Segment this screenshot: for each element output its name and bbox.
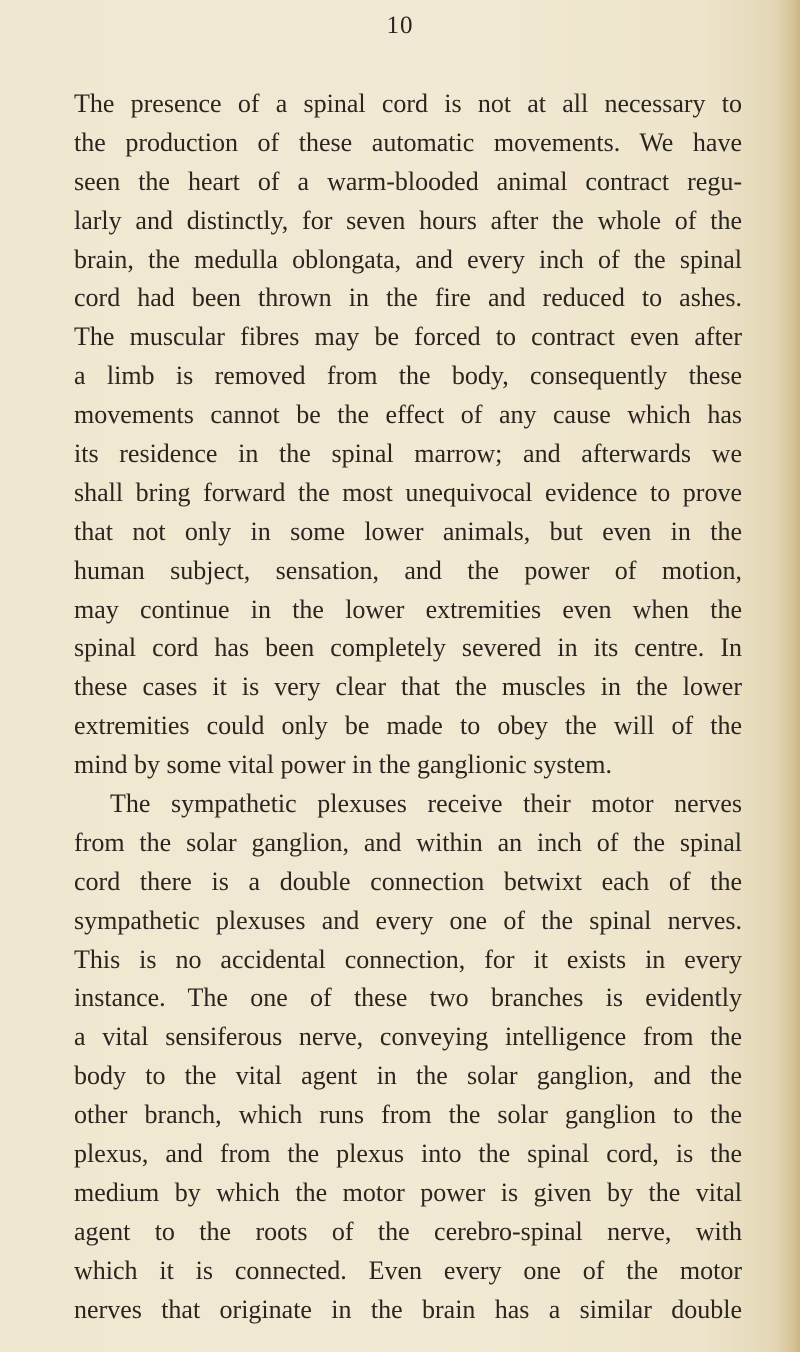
text-line: spinal cord has been completely severed in its centre. In: [74, 633, 742, 663]
text-line: mind by some vital power in the ganglionic system.: [74, 750, 612, 780]
text-line: movements cannot be the effect of any cause which has: [74, 400, 742, 430]
text-line: cord there is a double connection betwixt each of the: [74, 866, 742, 896]
text-line: nerves that originate in the brain has a similar double: [74, 1294, 742, 1324]
body-text: [74, 85, 742, 1330]
text-line: agent to the roots of the cerebro-spinal nerve, with: [74, 1216, 742, 1246]
text-line: may continue in the lower extremities even when the: [74, 594, 742, 624]
text-line: that not only in some lower animals, but even in the: [74, 516, 742, 546]
text-line: the production of these automatic movements. We have: [74, 127, 742, 157]
text-line: body to the vital agent in the solar ganglion, and the: [74, 1061, 742, 1091]
text-line: larly and distinctly, for seven hours after the whole of the: [74, 205, 742, 235]
text-line: brain, the medulla oblongata, and every inch of the spinal: [74, 244, 742, 274]
text-line: other branch, which runs from the solar ganglion to the: [74, 1100, 742, 1130]
text-line: The muscular fibres may be forced to contract even after: [74, 322, 742, 352]
page-edge-shadow: [778, 0, 800, 1352]
text-line: a limb is removed from the body, consequently these: [74, 361, 742, 391]
paragraph-start-line: The sympathetic plexuses receive their motor nerves: [110, 789, 742, 819]
text-line: instance. The one of these two branches is evidently: [74, 983, 742, 1013]
page-number: 10: [386, 12, 414, 39]
text-line: a vital sensiferous nerve, conveying intelligence from the: [74, 1022, 742, 1052]
text-line: plexus, and from the plexus into the spinal cord, is the: [74, 1139, 742, 1169]
text-line: extremities could only be made to obey the will of the: [74, 711, 742, 741]
text-line: The presence of a spinal cord is not at all necessary to: [74, 89, 742, 118]
text-line: medium by which the motor power is given by the vital: [74, 1177, 742, 1207]
text-line: which it is connected. Even every one of the motor: [74, 1255, 742, 1285]
text-line: This is no accidental connection, for it exists in every: [74, 944, 742, 974]
text-line: shall bring forward the most unequivocal evidence to prove: [74, 477, 742, 507]
text-line: its residence in the spinal marrow; and afterwards we: [74, 439, 742, 469]
text-line: sympathetic plexuses and every one of the spinal nerves.: [74, 905, 742, 935]
text-line: from the solar ganglion, and within an inch of the spinal: [74, 827, 742, 857]
text-line: seen the heart of a warm-blooded animal contract regu-: [74, 166, 742, 196]
text-line: human subject, sensation, and the power of motion,: [74, 555, 742, 585]
text-line: cord had been thrown in the fire and reduced to ashes.: [74, 283, 742, 313]
text-line: these cases it is very clear that the muscles in the lower: [74, 672, 742, 702]
